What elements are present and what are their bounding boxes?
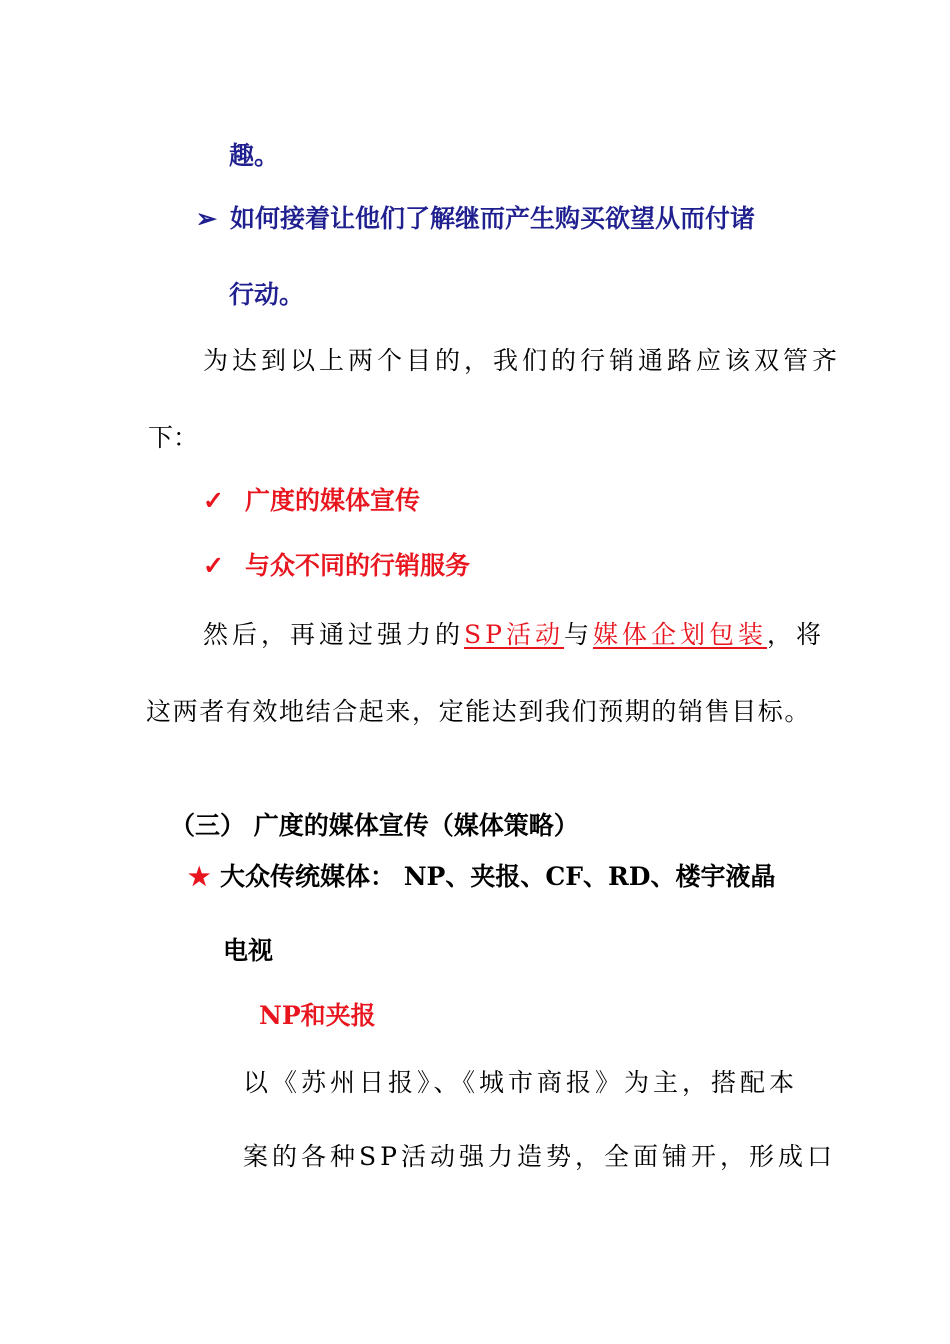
check-bullet-item: [203, 485, 420, 517]
check-bullet-text: 广度的媒体宣传: [245, 486, 421, 515]
paragraph-line: 为达到以上两个目的，我们的行销通路应该双管齐: [203, 346, 842, 375]
star-bullet-text: 大众传统媒体： NP、夹报、CF、RD、楼宇液晶: [220, 862, 776, 891]
paragraph-line: 以《苏州日报》、《城市商报》为主，搭配本: [243, 1068, 799, 1097]
star-bullet-item: [188, 861, 775, 893]
paragraph-line: 案的各种SP活动强力造势，全面铺开，形成口: [243, 1142, 836, 1171]
paragraph-text: 与: [563, 620, 593, 649]
paragraph-line: 下：: [148, 423, 199, 452]
arrow-bullet-icon: ➢: [196, 204, 217, 233]
continued-text-line: 趣。: [229, 141, 280, 170]
paragraph-line: [203, 619, 825, 651]
paragraph-text: ，将: [767, 620, 826, 649]
subheading: NP和夹报: [259, 1001, 376, 1030]
paragraph-line: 这两者有效地结合起来，定能达到我们预期的销售目标。: [146, 697, 812, 726]
paragraph-text: 然后，再通过强力的: [203, 620, 465, 649]
arrow-bullet-text: 如何接着让他们了解继而产生购买欲望从而付诸: [230, 204, 756, 233]
star-icon: ★: [188, 862, 211, 891]
check-bullet-icon: ✓: [203, 486, 224, 515]
media-planning-link[interactable]: 媒体企划包装: [592, 620, 767, 649]
arrow-bullet-item: [196, 203, 755, 235]
continued-text-line: 行动。: [229, 280, 305, 309]
section-heading: （三） 广度的媒体宣传（媒体策略）: [170, 811, 579, 840]
check-bullet-icon: ✓: [203, 551, 224, 580]
check-bullet-text: 与众不同的行销服务: [245, 551, 471, 580]
continued-text-line: 电视: [223, 936, 274, 965]
sp-activity-link[interactable]: SP活动: [464, 620, 564, 649]
check-bullet-item: [203, 550, 470, 582]
